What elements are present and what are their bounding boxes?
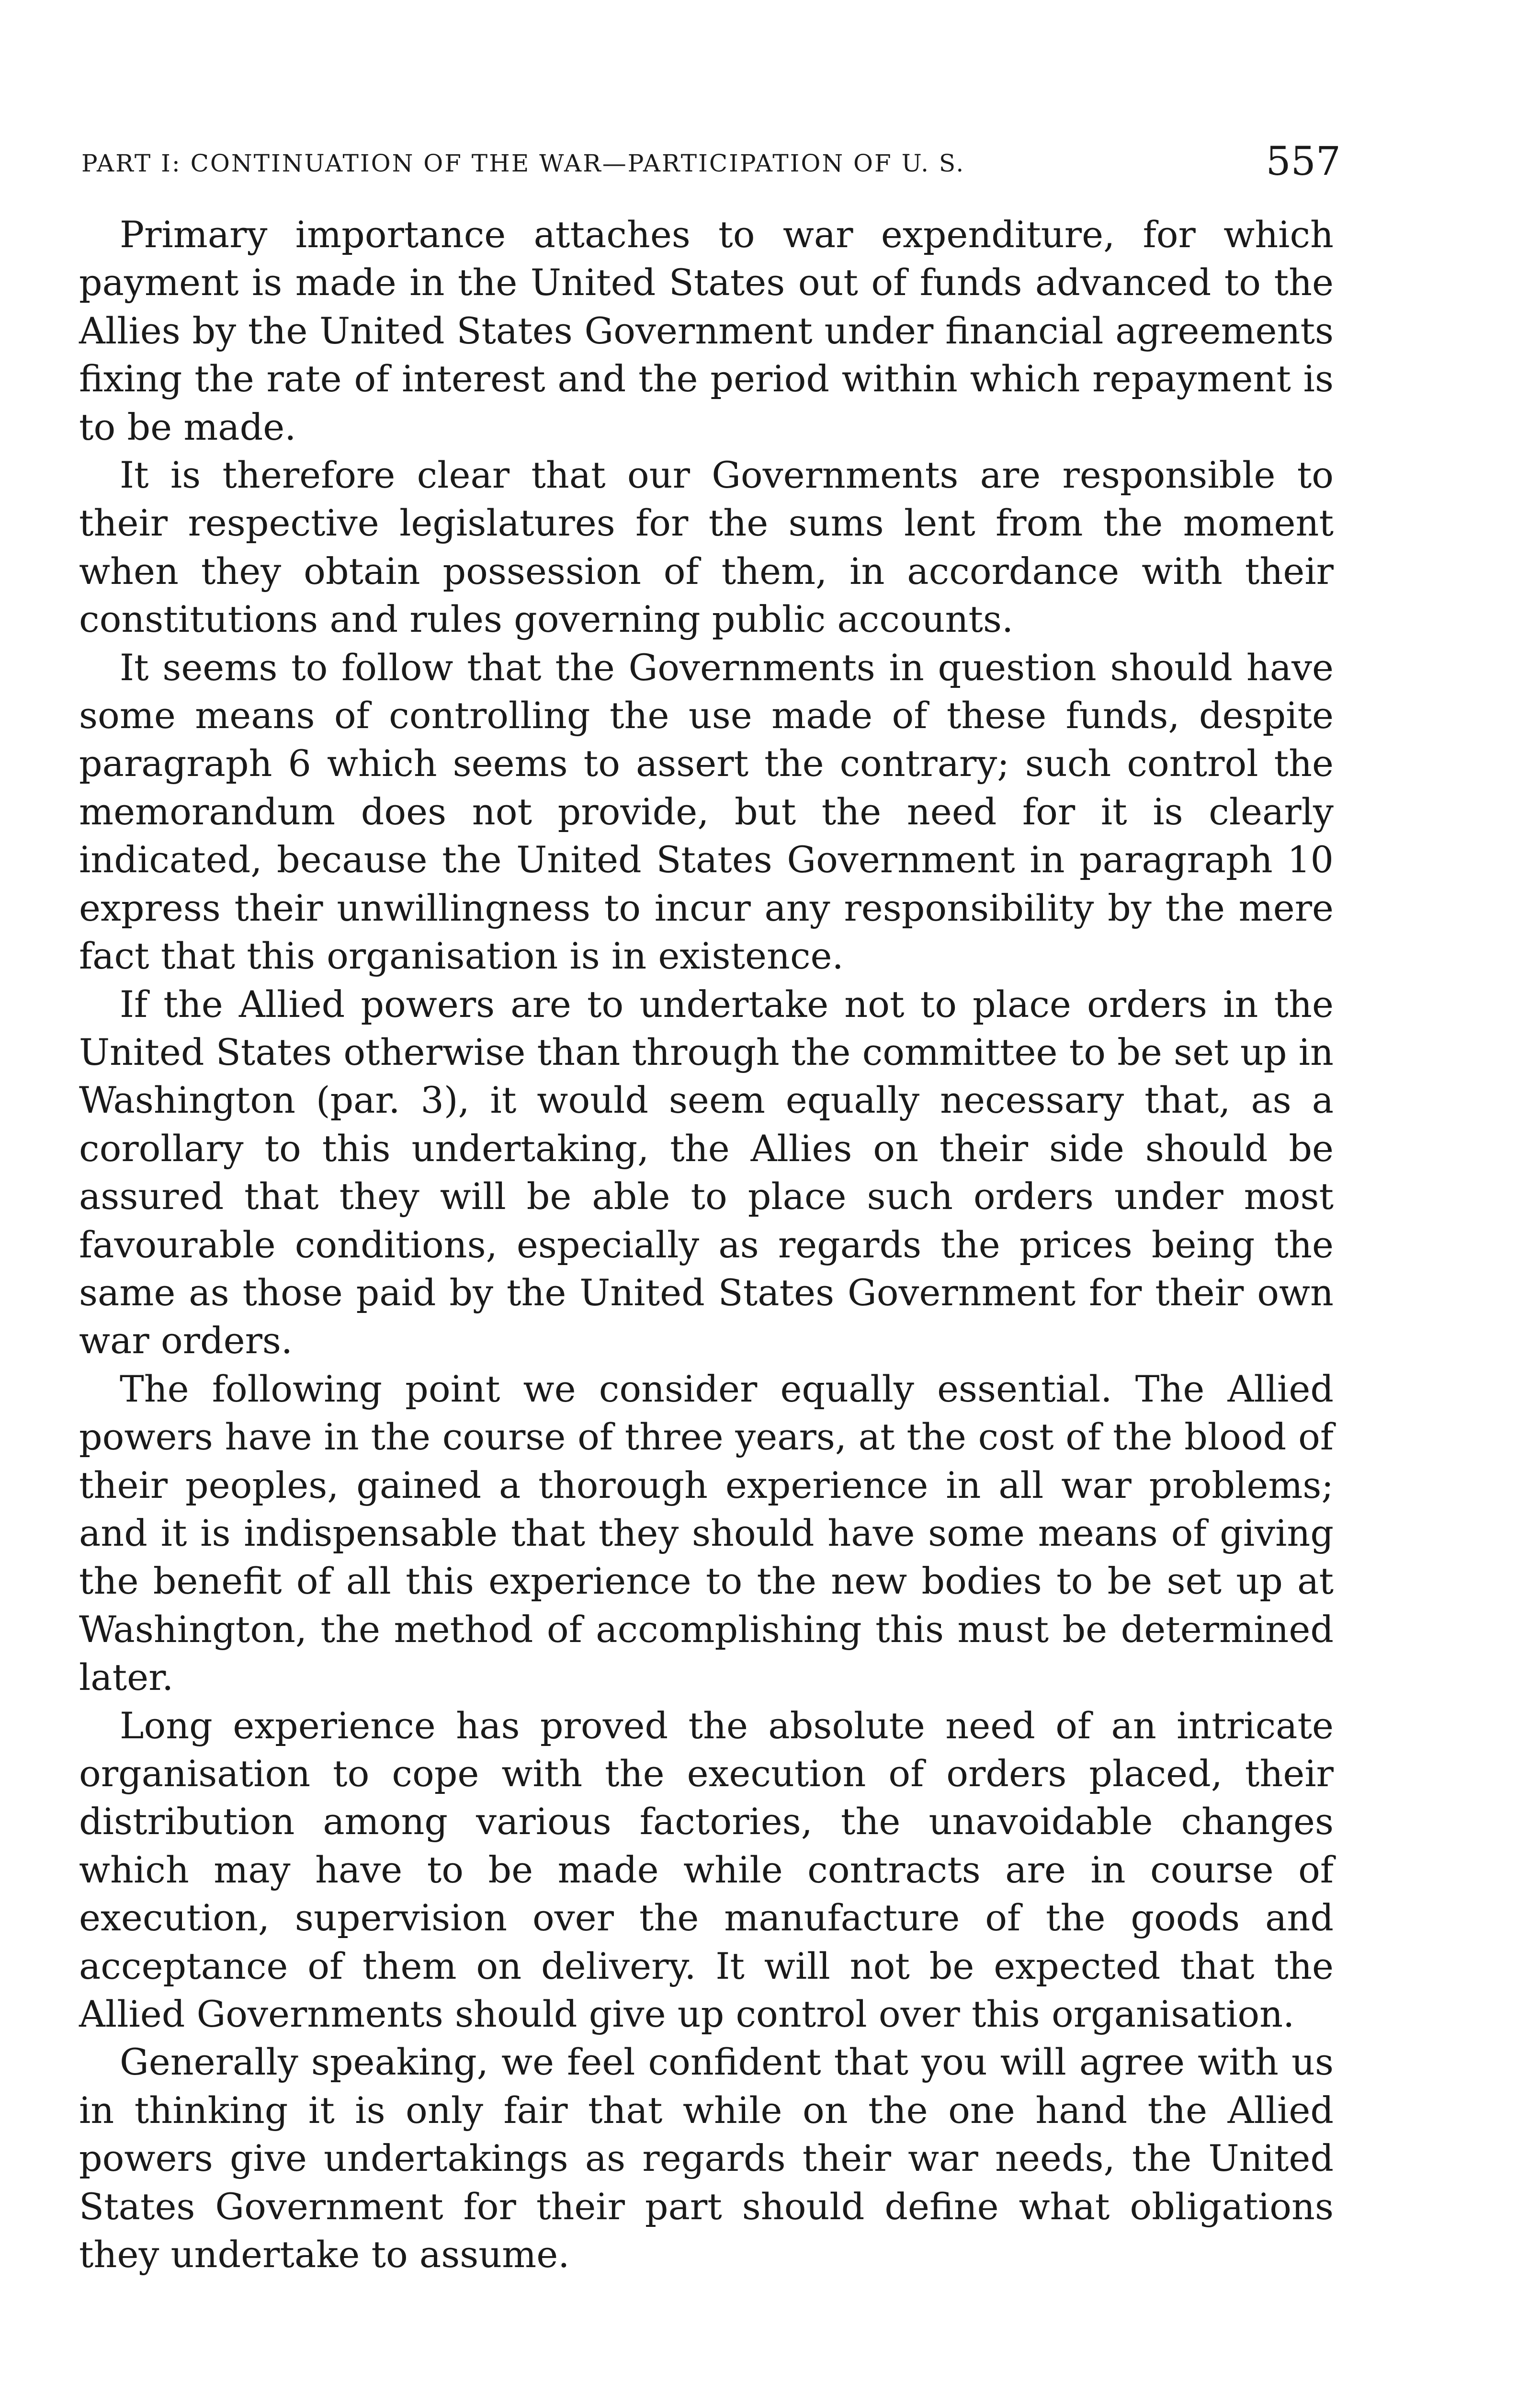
running-head bbox=[81, 139, 1341, 187]
paragraph: Generally speaking, we feel confident that you will agree with us in thinking it is only fair that while on the one hand the Allied powers give undertakings as regards their war needs, the United States Government for their part should define what obligations they undertake to assume. bbox=[79, 2041, 1334, 2276]
page-number: 557 bbox=[1266, 139, 1341, 184]
paragraph: Primary importance attaches to war expenditure, for which payment is made in the United States out of funds advanced to the Allies by the United States Government under financial agreements fixing the rate of interest and the period within which repayment is to be made. bbox=[79, 213, 1334, 448]
running-title: PART I: CONTINUATION OF THE WAR—PARTICIPATION OF U. S. bbox=[81, 149, 965, 177]
body-text bbox=[79, 211, 1334, 2279]
paragraph: The following point we consider equally essential. The Allied powers have in the course of three years, at the cost of the blood of their peoples, gained a thorough experience in all war problems; and it is indispensable that they should have some means of giving the benefit of all this experience to the new bodies to be set up at Washington, the method of accomplishing this must be determined later. bbox=[79, 1367, 1334, 1699]
paragraph: It seems to follow that the Governments in question should have some means of controlling the use made of these funds, despite paragraph 6 which seems to assert the contrary; such control the memorandum does not provide, but the need for it is clearly indicated, because the United States Government in paragraph 10 express their unwillingness to incur any responsibility by the mere fact that this organisation is in existence. bbox=[79, 646, 1334, 978]
paragraph: Long experience has proved the absolute need of an intricate organisation to cope with the execution of orders placed, their distribution among various factories, the unavoidable changes which may have to be made while contracts are in course of execution, supervision over the manufacture of the goods and acceptance of them on delivery. It will not be expected that the Allied Governments should give up control over this organisation. bbox=[79, 1704, 1334, 2036]
paragraph: If the Allied powers are to undertake not to place orders in the United States otherwise than through the committee to be set up in Washington (par. 3), it would seem equally necessary that, as a corollary to this undertaking, the Allies on their side should be assured that they will be able to place such orders under most favourable conditions, especially as regards the prices being the same as those paid by the United States Government for their own war orders. bbox=[79, 982, 1334, 1362]
paragraph: It is therefore clear that our Governments are responsible to their respective legislatures for the sums lent from the moment when they obtain possession of them, in accordance with their constitutions and rules governing public accounts. bbox=[79, 454, 1334, 641]
